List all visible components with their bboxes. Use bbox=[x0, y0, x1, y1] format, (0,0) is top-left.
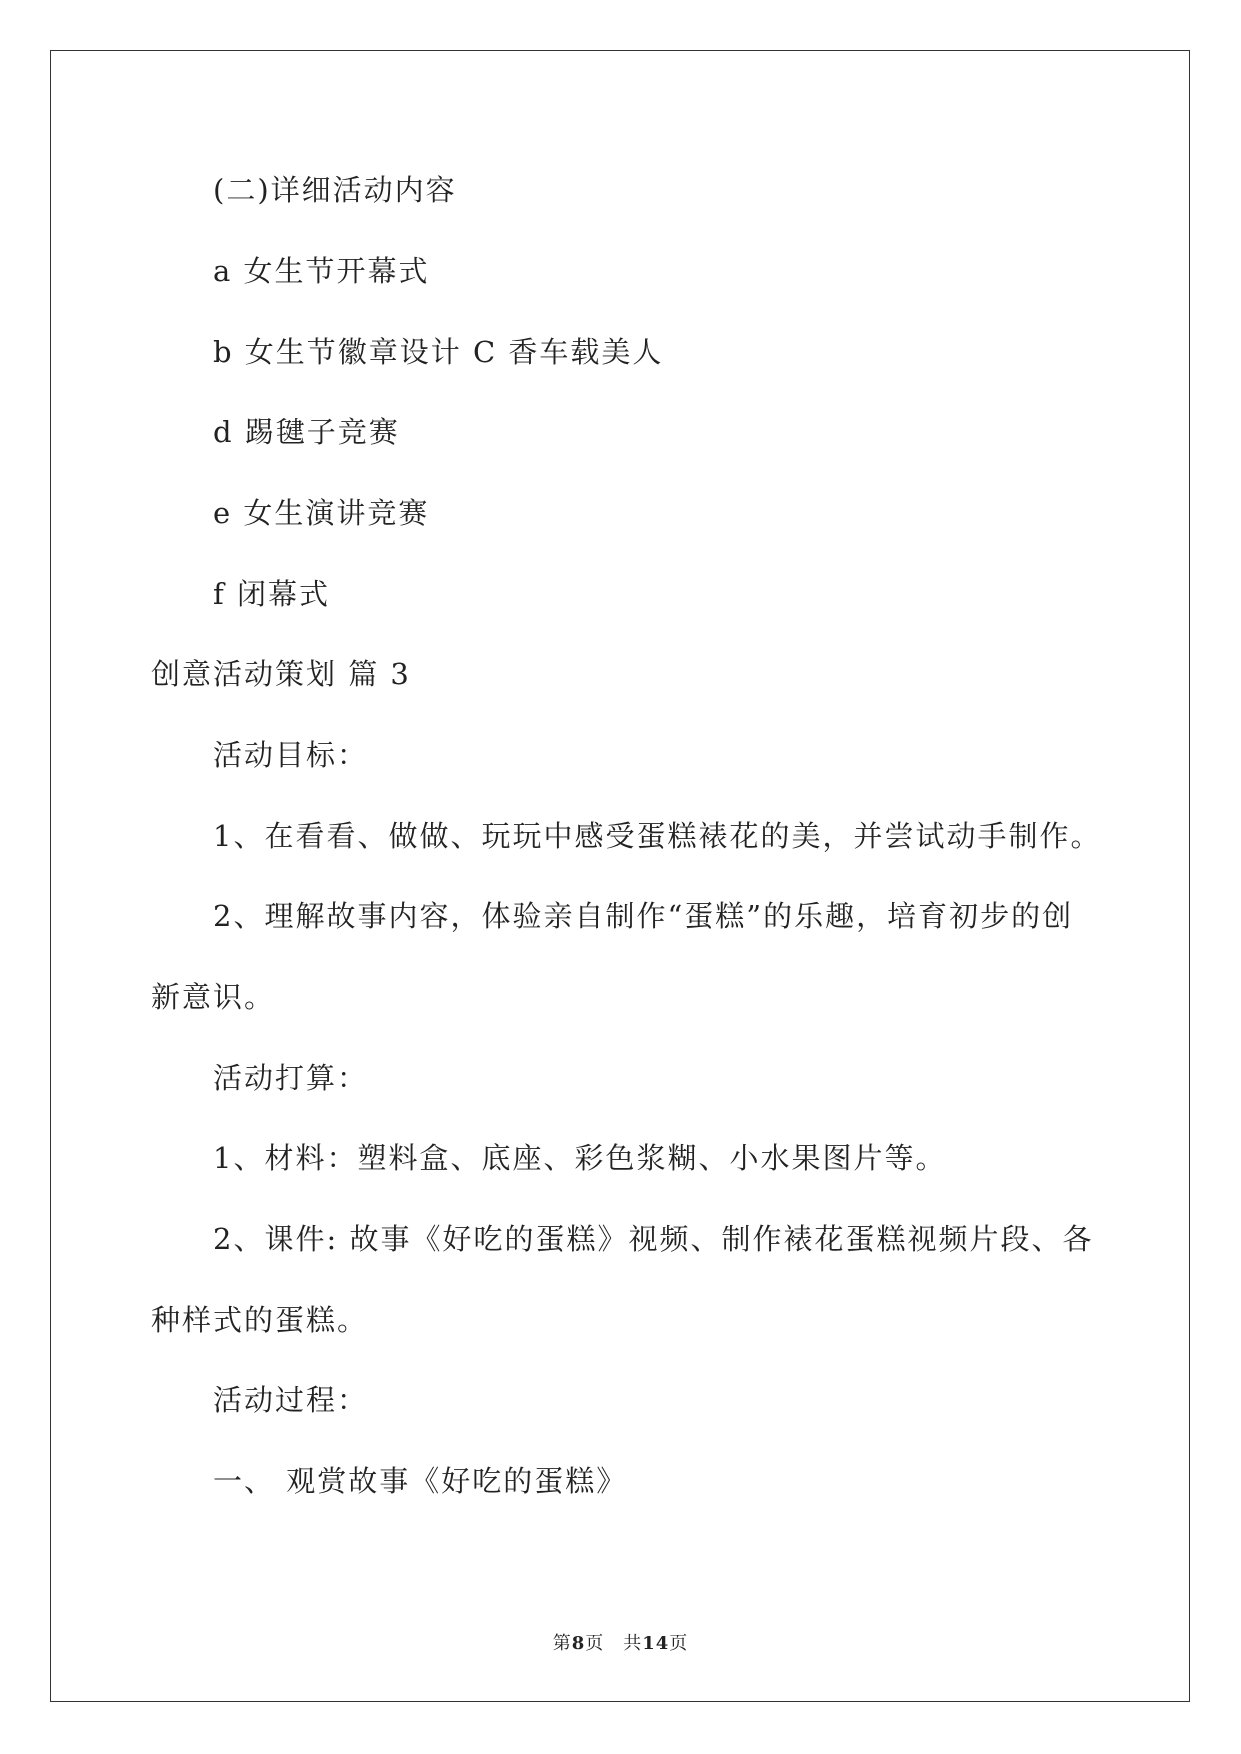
total-page-count: 14 bbox=[642, 1633, 670, 1654]
paragraph: 2、课件: 故事《好吃的蛋糕》视频、制作裱花蛋糕视频片段、各 bbox=[213, 1222, 1094, 1256]
list-item: e 女生演讲竞赛 bbox=[213, 496, 430, 530]
subheading-process: 活动过程： bbox=[213, 1383, 369, 1417]
footer-prefix: 第 bbox=[552, 1633, 572, 1654]
paragraph: 1、在看看、做做、玩玩中感受蛋糕裱花的美，并尝试动手制作。 bbox=[213, 819, 1102, 853]
paragraph: 1、材料：塑料盒、底座、彩色浆糊、小水果图片等。 bbox=[213, 1141, 947, 1175]
footer-suffix: 页 bbox=[669, 1633, 689, 1654]
paragraph: 2、理解故事内容，体验亲自制作“蛋糕”的乐趣，培育初步的创 bbox=[213, 899, 1074, 933]
list-item: f 闭幕式 bbox=[213, 577, 330, 611]
page-footer bbox=[0, 1632, 1241, 1656]
section-heading: (二)详细活动内容 bbox=[213, 173, 457, 207]
paragraph-continuation: 新意识。 bbox=[151, 980, 276, 1014]
footer-mid: 页 共 bbox=[585, 1633, 643, 1654]
article-title: 创意活动策划 篇 3 bbox=[151, 657, 411, 691]
list-item: d 踢毽子竞赛 bbox=[213, 415, 400, 449]
paragraph: 一、 观赏故事《好吃的蛋糕》 bbox=[213, 1464, 628, 1498]
list-item: b 女生节徽章设计 C 香车载美人 bbox=[213, 335, 664, 369]
page-border bbox=[50, 50, 1190, 1702]
paragraph-continuation: 种样式的蛋糕。 bbox=[151, 1303, 369, 1337]
subheading-preparation: 活动打算： bbox=[213, 1061, 369, 1095]
list-item: a 女生节开幕式 bbox=[213, 254, 430, 288]
subheading-goals: 活动目标： bbox=[213, 738, 369, 772]
current-page-number: 8 bbox=[571, 1633, 586, 1654]
